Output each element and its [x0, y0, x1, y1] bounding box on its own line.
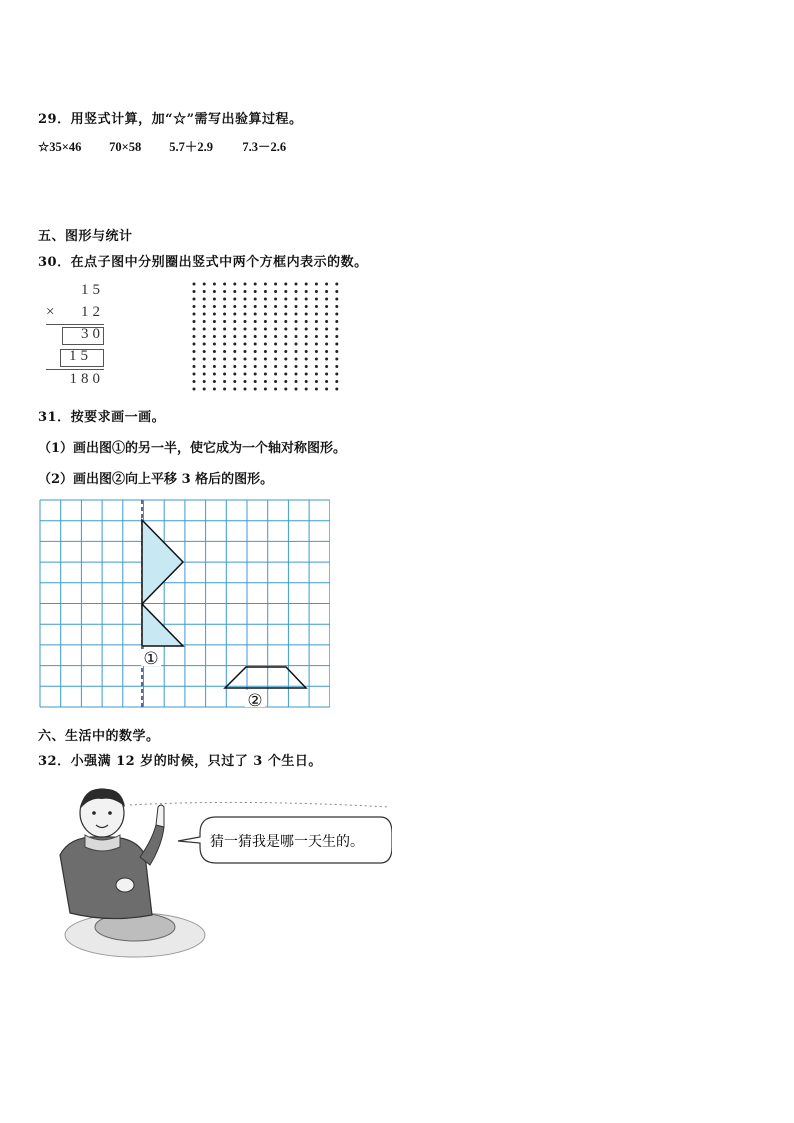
speech-text: 猜一猜我是哪一天生的。 [210, 834, 364, 850]
grid-dot [274, 380, 277, 383]
grid-dot [193, 328, 196, 331]
grid-dot [264, 365, 267, 368]
grid-dot [233, 388, 236, 391]
boy-illustration [40, 785, 392, 975]
grid-dot [274, 365, 277, 368]
grid-dot [295, 388, 298, 391]
grid-dot [213, 343, 216, 346]
partial-product-2: 15 [69, 348, 92, 364]
grid-dot [315, 328, 318, 331]
grid-dot [244, 298, 247, 301]
grid-dot [264, 298, 267, 301]
grid-dot [244, 365, 247, 368]
grid-dot [223, 358, 226, 361]
grid-dot [305, 350, 308, 353]
grid-dot [264, 343, 267, 346]
grid-dot [335, 373, 338, 376]
grid-dot [203, 365, 206, 368]
multiply-line [46, 324, 104, 325]
shape-2-trapezoid [225, 667, 306, 688]
q31-part2: （2）画出图②向上平移 3 格后的图形。 [38, 472, 274, 487]
grid-dot [244, 283, 247, 286]
grid-dot [203, 380, 206, 383]
grid-dot [244, 388, 247, 391]
grid-dot [305, 305, 308, 308]
grid-dot [213, 373, 216, 376]
grid-dot [223, 283, 226, 286]
grid-dot [244, 373, 247, 376]
grid-dot [295, 373, 298, 376]
q30-title: 30．在点子图中分别圈出竖式中两个方框内表示的数。 [38, 255, 368, 270]
multiplier: 12 [81, 304, 104, 320]
grid-dot [295, 335, 298, 338]
grid-dot [213, 283, 216, 286]
q29-items [38, 137, 286, 155]
grid-dot [274, 283, 277, 286]
grid-dot [274, 298, 277, 301]
grid-dot [284, 350, 287, 353]
sum-line [46, 369, 104, 370]
grid-dot [193, 290, 196, 293]
grid-dot [223, 290, 226, 293]
grid-dot [335, 298, 338, 301]
grid-dot [213, 380, 216, 383]
drawing-grid[interactable] [38, 498, 330, 716]
grid-dot [325, 298, 328, 301]
grid-dot [213, 298, 216, 301]
grid-dot [335, 343, 338, 346]
grid-dot [325, 283, 328, 286]
grid-dot [264, 358, 267, 361]
grid-dot [325, 328, 328, 331]
grid-dot [264, 313, 267, 316]
grid-dot [274, 320, 277, 323]
grid-lines [40, 500, 330, 707]
grid-dot [203, 320, 206, 323]
grid-dot [325, 358, 328, 361]
q29-title: 29．用竖式计算，加“☆”需写出验算过程。 [38, 112, 303, 127]
grid-dot [193, 365, 196, 368]
grid-dot [203, 343, 206, 346]
q31-title: 31．按要求画一画。 [38, 410, 166, 425]
grid-dot [193, 343, 196, 346]
grid-dot [193, 335, 196, 338]
grid-dot [315, 313, 318, 316]
grid-dot [315, 373, 318, 376]
grid-dot [335, 388, 338, 391]
grid-dot [335, 365, 338, 368]
grid-dot [325, 305, 328, 308]
grid-dot [284, 365, 287, 368]
grid-dot [233, 313, 236, 316]
grid-dot [244, 305, 247, 308]
shape-2-label: ② [247, 691, 263, 711]
grid-dot [203, 350, 206, 353]
grid-dot [203, 373, 206, 376]
grid-dot [315, 380, 318, 383]
grid-dot [295, 320, 298, 323]
grid-dot [335, 350, 338, 353]
grid-dot [335, 335, 338, 338]
grid-dot [274, 388, 277, 391]
grid-dot [223, 328, 226, 331]
grid-dot [213, 365, 216, 368]
grid-dot [274, 350, 277, 353]
grid-dot [325, 343, 328, 346]
grid-dot [254, 373, 257, 376]
product-result: 180 [69, 371, 104, 387]
grid-dot [254, 343, 257, 346]
grid-dot [284, 343, 287, 346]
grid-dot [193, 305, 196, 308]
grid-dot [315, 298, 318, 301]
vertical-multiplication [40, 282, 110, 392]
grid-dot [284, 388, 287, 391]
grid-dot [315, 388, 318, 391]
grid-dot [233, 358, 236, 361]
grid-dot [284, 335, 287, 338]
grid-dot [295, 313, 298, 316]
grid-dot [325, 320, 328, 323]
partial-product-1: 30 [81, 326, 104, 342]
grid-dot [203, 290, 206, 293]
grid-dot [295, 290, 298, 293]
section5-title: 五、图形与统计 [38, 229, 133, 244]
grid-dot [264, 373, 267, 376]
grid-dot [295, 305, 298, 308]
grid-dot [223, 365, 226, 368]
grid-dot [233, 283, 236, 286]
grid-dot [213, 313, 216, 316]
grid-dot [213, 328, 216, 331]
grid-dot [295, 365, 298, 368]
grid-dot [325, 388, 328, 391]
grid-dot [203, 313, 206, 316]
grid-dot [305, 320, 308, 323]
grid-dot [244, 343, 247, 346]
grid-dot [193, 350, 196, 353]
dash-line [130, 802, 390, 807]
grid-dot [254, 290, 257, 293]
grid-dot [264, 335, 267, 338]
grid-dot [193, 373, 196, 376]
grid-dot [223, 343, 226, 346]
grid-dot [223, 298, 226, 301]
boy-finger [156, 805, 164, 827]
grid-dot [264, 328, 267, 331]
grid-dot [254, 298, 257, 301]
grid-dot [284, 283, 287, 286]
grid-dot [233, 305, 236, 308]
grid-dot [295, 380, 298, 383]
grid-dot [284, 328, 287, 331]
grid-dot [315, 305, 318, 308]
grid-dot [193, 320, 196, 323]
dot-grid[interactable] [190, 280, 342, 392]
q31-part1: （1）画出图①的另一半，使它成为一个轴对称图形。 [38, 441, 347, 456]
grid-dot [274, 313, 277, 316]
grid-dot [315, 358, 318, 361]
grid-dot [274, 358, 277, 361]
grid-dot [203, 305, 206, 308]
grid-dot [295, 298, 298, 301]
grid-dot [264, 388, 267, 391]
grid-dot [244, 380, 247, 383]
section6-title: 六、生活中的数学。 [38, 729, 160, 744]
grid-dot [325, 365, 328, 368]
grid-dot [254, 335, 257, 338]
grid-dot [284, 380, 287, 383]
grid-dot [305, 335, 308, 338]
grid-dot [284, 298, 287, 301]
grid-dot [274, 305, 277, 308]
grid-dot [284, 320, 287, 323]
grid-dot [193, 388, 196, 391]
grid-dot [274, 343, 277, 346]
grid-dot [305, 298, 308, 301]
grid-dot [244, 358, 247, 361]
multiplicand: 15 [81, 282, 104, 298]
grid-dot [315, 343, 318, 346]
grid-dot [213, 305, 216, 308]
grid-dot [335, 358, 338, 361]
grid-dot [233, 328, 236, 331]
grid-dot [193, 298, 196, 301]
grid-dot [254, 313, 257, 316]
grid-dot [325, 290, 328, 293]
grid-dot [233, 320, 236, 323]
grid-dot [335, 328, 338, 331]
boy-eye-left [92, 811, 96, 815]
grid-dot [284, 373, 287, 376]
grid-dot [315, 335, 318, 338]
grid-dot [233, 290, 236, 293]
grid-dot [233, 350, 236, 353]
grid-dot [244, 335, 247, 338]
grid-dot [193, 358, 196, 361]
grid-dot [305, 313, 308, 316]
grid-dot [244, 320, 247, 323]
grid-dot [203, 358, 206, 361]
grid-dot [223, 388, 226, 391]
grid-dot [305, 365, 308, 368]
grid-dot [223, 320, 226, 323]
grid-dot [325, 380, 328, 383]
grid-dot [244, 350, 247, 353]
grid-dot [315, 365, 318, 368]
grid-dot [203, 298, 206, 301]
grid-dot [305, 380, 308, 383]
grid-dot [284, 313, 287, 316]
grid-dot [264, 350, 267, 353]
grid-dot [223, 305, 226, 308]
grid-dot [244, 313, 247, 316]
grid-dot [254, 305, 257, 308]
grid-dot [305, 373, 308, 376]
grid-dot [193, 380, 196, 383]
grid-dot [295, 283, 298, 286]
grid-dot [295, 358, 298, 361]
grid-dot [305, 283, 308, 286]
grid-dot [203, 388, 206, 391]
grid-dot [335, 313, 338, 316]
q29-item-4: 7.3－2.6 [242, 140, 287, 154]
grid-dot [254, 320, 257, 323]
grid-dot [233, 343, 236, 346]
grid-dot [223, 380, 226, 383]
grid-dot [254, 358, 257, 361]
grid-dot [335, 283, 338, 286]
q29-item-1: ☆35×46 [38, 140, 82, 154]
grid-dot [254, 365, 257, 368]
grid-dot [295, 343, 298, 346]
grid-dot [203, 335, 206, 338]
grid-dot [233, 380, 236, 383]
grid-dot [223, 313, 226, 316]
grid-dot [213, 388, 216, 391]
grid-dot [295, 350, 298, 353]
grid-dot [213, 358, 216, 361]
grid-dot [254, 380, 257, 383]
q32-title: 32．小强满 12 岁的时候，只过了 3 个生日。 [38, 754, 322, 769]
grid-dot [325, 313, 328, 316]
grid-dot [203, 328, 206, 331]
grid-dot [254, 388, 257, 391]
grid-dot [325, 335, 328, 338]
grid-dot [335, 290, 338, 293]
q29-item-2: 70×58 [109, 140, 142, 154]
grid-dot [315, 320, 318, 323]
grid-dot [274, 290, 277, 293]
grid-dot [335, 320, 338, 323]
grid-dot [254, 328, 257, 331]
grid-dot [274, 335, 277, 338]
times-sign: × [46, 304, 59, 320]
grid-dot [223, 350, 226, 353]
grid-dot [244, 328, 247, 331]
boy-arm [140, 825, 164, 865]
grid-dot [325, 373, 328, 376]
grid-dot [315, 290, 318, 293]
grid-dot [284, 290, 287, 293]
grid-dot [264, 305, 267, 308]
grid-dot [254, 350, 257, 353]
grid-dot [193, 313, 196, 316]
grid-dot [264, 290, 267, 293]
grid-dot [305, 358, 308, 361]
grid-dot [213, 290, 216, 293]
grid-dot [284, 305, 287, 308]
boy-hand [116, 878, 134, 892]
grid-dot [264, 320, 267, 323]
grid-dot [203, 283, 206, 286]
grid-dot [233, 335, 236, 338]
grid-dot [295, 328, 298, 331]
grid-dot [193, 283, 196, 286]
grid-dot [244, 290, 247, 293]
q29-item-3: 5.7＋2.9 [169, 140, 214, 154]
boy-eye-right [108, 811, 112, 815]
grid-dot [213, 320, 216, 323]
grid-dot [305, 290, 308, 293]
grid-dot [274, 328, 277, 331]
grid-dot [305, 328, 308, 331]
grid-dot [254, 283, 257, 286]
grid-dot [315, 283, 318, 286]
grid-dot [274, 373, 277, 376]
grid-dot [213, 335, 216, 338]
shape-1-label: ① [143, 649, 159, 669]
grid-dot [335, 380, 338, 383]
grid-dot [305, 388, 308, 391]
grid-dot [325, 350, 328, 353]
grid-dot [284, 358, 287, 361]
grid-dot [305, 343, 308, 346]
grid-dot [233, 373, 236, 376]
grid-dot [264, 283, 267, 286]
grid-dot [223, 335, 226, 338]
grid-dot [335, 305, 338, 308]
grid-dot [223, 373, 226, 376]
grid-dot [264, 380, 267, 383]
grid-dot [315, 350, 318, 353]
grid-dot [233, 365, 236, 368]
grid-dot [233, 298, 236, 301]
grid-dot [213, 350, 216, 353]
